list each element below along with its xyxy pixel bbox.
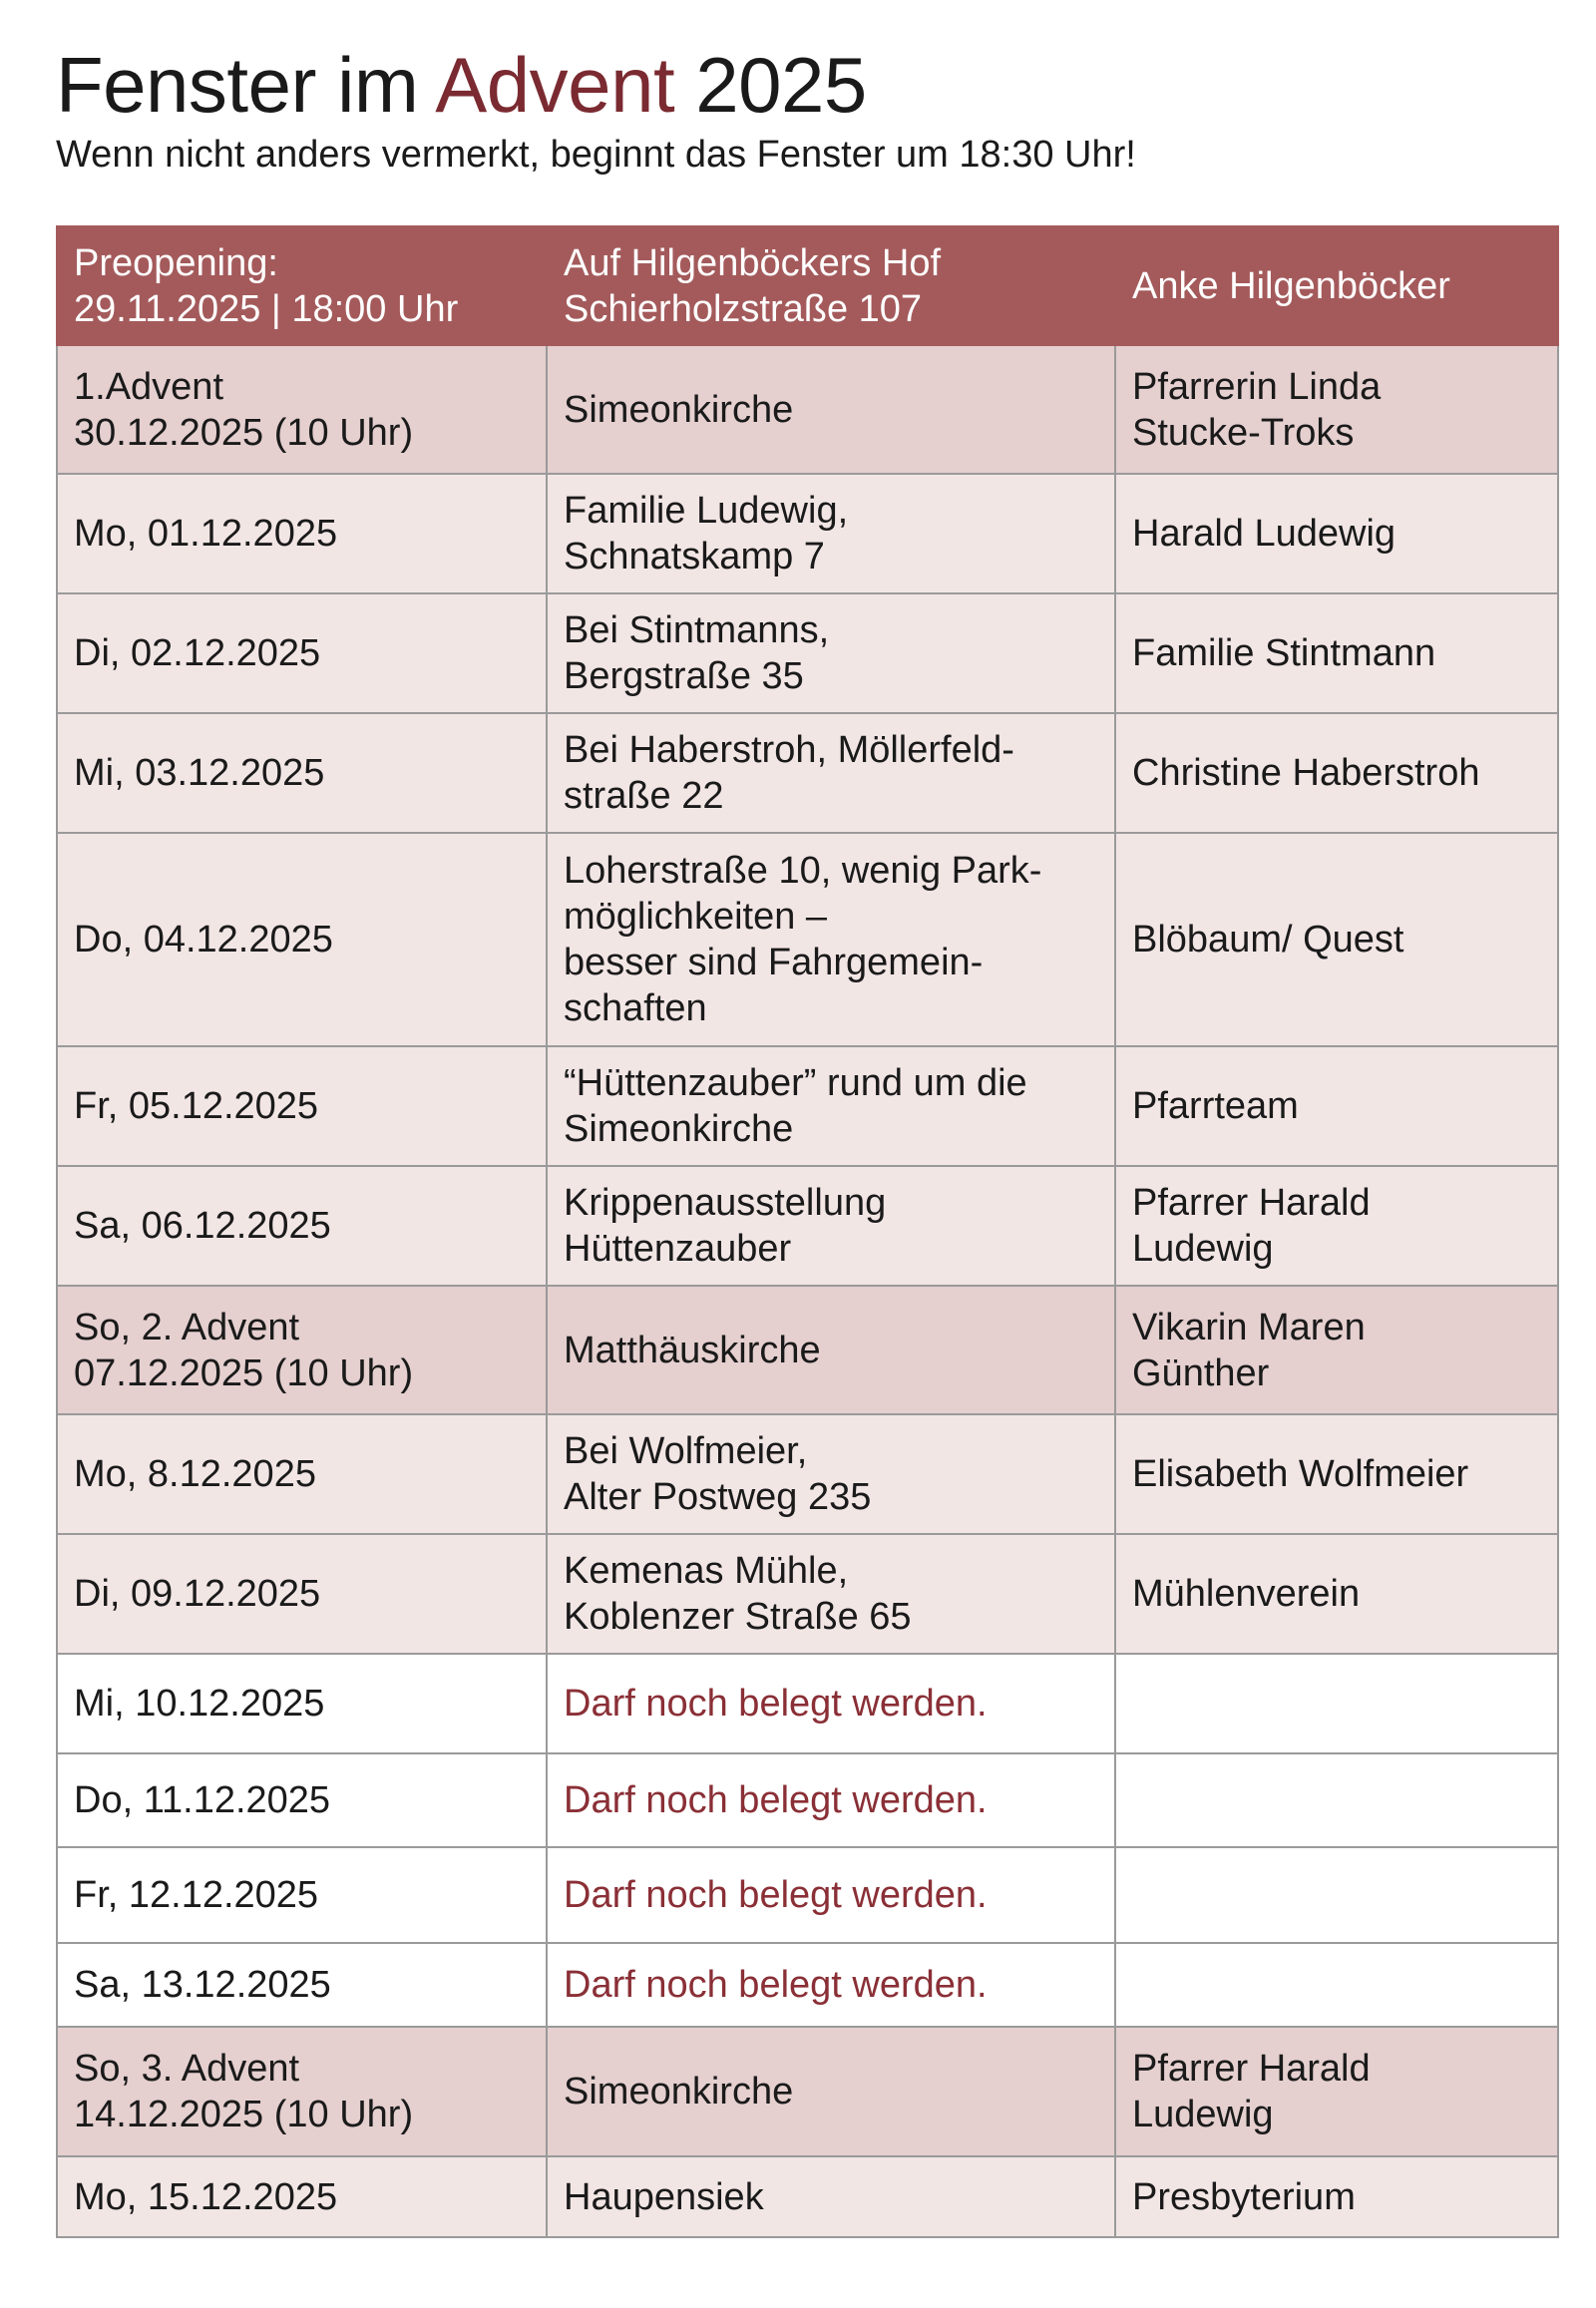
host-cell: Pfarrer Harald Ludewig (1115, 2027, 1558, 2156)
host-cell: Pfarrerin Linda Stucke-Troks (1115, 345, 1558, 474)
host-cell: Christine Haberstroh (1115, 713, 1558, 833)
date-cell: Fr, 05.12.2025 (57, 1046, 547, 1166)
place-cell: Kemenas Mühle, Koblenzer Straße 65 (547, 1534, 1115, 1654)
host-cell (1115, 1654, 1558, 1753)
table-row-open (57, 1654, 1558, 1753)
table-row (57, 1166, 1558, 1286)
page-subtitle: Wenn nicht anders vermerkt, beginnt das Fenster um 18:30 Uhr! (56, 134, 1136, 176)
host-cell: Blöbaum/ Quest (1115, 833, 1558, 1046)
date-cell: Sa, 13.12.2025 (57, 1943, 547, 2027)
place-cell: Familie Ludewig, Schnatskamp 7 (547, 474, 1115, 593)
date-cell: Mo, 8.12.2025 (57, 1414, 547, 1534)
date-cell: Do, 04.12.2025 (57, 833, 547, 1046)
page-title (56, 40, 867, 130)
place-cell: Matthäuskirche (547, 1286, 1115, 1414)
table-row (57, 833, 1558, 1046)
date-cell: Fr, 12.12.2025 (57, 1847, 547, 1943)
date-cell: Mo, 01.12.2025 (57, 474, 547, 593)
host-cell: Familie Stintmann (1115, 593, 1558, 713)
table-row-open (57, 1753, 1558, 1847)
place-cell: Bei Haberstroh, Möllerfeld- straße 22 (547, 713, 1115, 833)
date-cell: So, 3. Advent 14.12.2025 (10 Uhr) (57, 2027, 547, 2156)
table-row-advent (57, 345, 1558, 474)
table-row (57, 1046, 1558, 1166)
host-cell: Mühlenverein (1115, 1534, 1558, 1654)
place-cell: Loherstraße 10, wenig Park- möglichkeiten – besser sind Fahrgemein- schaften (547, 833, 1115, 1046)
host-cell: Harald Ludewig (1115, 474, 1558, 593)
table-row-open (57, 1943, 1558, 2027)
date-cell: Mi, 03.12.2025 (57, 713, 547, 833)
place-cell: Krippenausstellung Hüttenzauber (547, 1166, 1115, 1286)
date-cell: Preopening: 29.11.2025 | 18:00 Uhr (57, 226, 547, 345)
table-row (57, 713, 1558, 833)
date-cell: Mo, 15.12.2025 (57, 2156, 547, 2237)
host-cell (1115, 1753, 1558, 1847)
date-cell: So, 2. Advent 07.12.2025 (10 Uhr) (57, 1286, 547, 1414)
table-row-advent (57, 2027, 1558, 2156)
place-cell: Haupensiek (547, 2156, 1115, 2237)
host-cell (1115, 1943, 1558, 2027)
place-cell: Simeonkirche (547, 2027, 1115, 2156)
table-row-advent (57, 1286, 1558, 1414)
date-cell: Di, 09.12.2025 (57, 1534, 547, 1654)
table-row (57, 593, 1558, 713)
table-row-preopening (57, 226, 1558, 345)
place-cell-open: Darf noch belegt werden. (547, 1654, 1115, 1753)
date-cell: Do, 11.12.2025 (57, 1753, 547, 1847)
host-cell: Presbyterium (1115, 2156, 1558, 2237)
host-cell (1115, 1847, 1558, 1943)
place-cell-open: Darf noch belegt werden. (547, 1753, 1115, 1847)
place-cell-open: Darf noch belegt werden. (547, 1943, 1115, 2027)
title-accent: Advent (435, 41, 675, 129)
date-cell: Sa, 06.12.2025 (57, 1166, 547, 1286)
table-row (57, 1534, 1558, 1654)
schedule-table (56, 225, 1559, 2238)
table-row (57, 474, 1558, 593)
table-row-open (57, 1847, 1558, 1943)
place-cell: Auf Hilgenböckers Hof Schierholzstraße 107 (547, 226, 1115, 345)
place-cell: Bei Wolfmeier, Alter Postweg 235 (547, 1414, 1115, 1534)
table-row (57, 1414, 1558, 1534)
host-cell: Elisabeth Wolfmeier (1115, 1414, 1558, 1534)
host-cell: Pfarrteam (1115, 1046, 1558, 1166)
place-cell: Simeonkirche (547, 345, 1115, 474)
host-cell: Pfarrer Harald Ludewig (1115, 1166, 1558, 1286)
table-row (57, 2156, 1558, 2237)
title-part1: Fenster im (56, 41, 436, 129)
date-cell: 1.Advent 30.12.2025 (10 Uhr) (57, 345, 547, 474)
place-cell: Bei Stintmanns, Bergstraße 35 (547, 593, 1115, 713)
place-cell: “Hüttenzauber” rund um die Simeonkirche (547, 1046, 1115, 1166)
date-cell: Mi, 10.12.2025 (57, 1654, 547, 1753)
place-cell-open: Darf noch belegt werden. (547, 1847, 1115, 1943)
host-cell: Anke Hilgenböcker (1115, 226, 1558, 345)
host-cell: Vikarin Maren Günther (1115, 1286, 1558, 1414)
date-cell: Di, 02.12.2025 (57, 593, 547, 713)
title-part2: 2025 (674, 41, 867, 129)
